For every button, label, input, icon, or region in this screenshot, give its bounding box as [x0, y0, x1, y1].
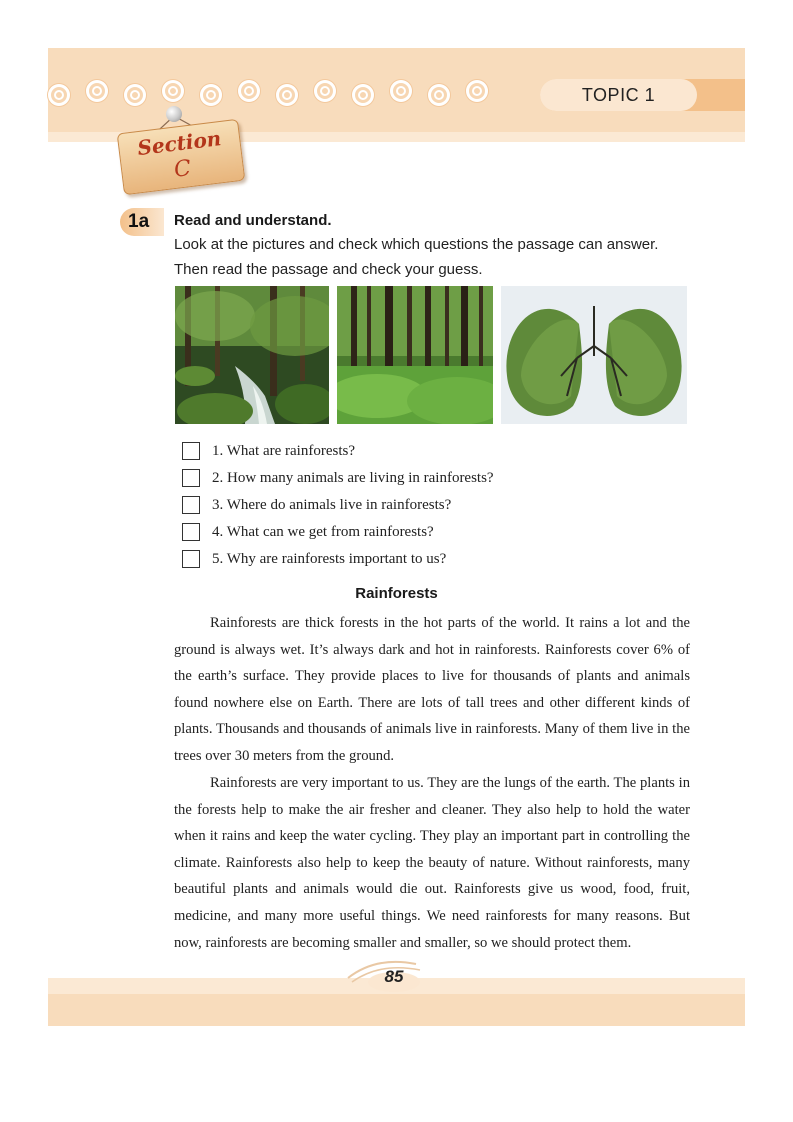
checkbox-1[interactable]	[182, 442, 200, 460]
question-item-4	[182, 521, 602, 543]
topic-pill	[540, 79, 745, 111]
instruction-line-2: Then read the passage and check your guess.	[174, 261, 483, 278]
question-item-3	[182, 494, 602, 516]
question-item-2	[182, 467, 602, 489]
section-letter: C	[172, 155, 193, 183]
question-text-2: 2. How many animals are living in rainforests?	[212, 469, 494, 486]
section-word: Section	[136, 126, 223, 161]
instruction-line-1: Look at the pictures and check which questions the passage can answer.	[174, 236, 659, 253]
question-text-3: 3. Where do animals live in rainforests?	[212, 496, 452, 513]
decorative-rings	[48, 78, 504, 112]
section-tag	[117, 119, 246, 195]
pin-icon	[166, 106, 182, 122]
task-title: Read and understand.	[174, 212, 332, 229]
checkbox-5[interactable]	[182, 550, 200, 568]
question-text-1: 1. What are rainforests?	[212, 442, 355, 459]
checkbox-2[interactable]	[182, 469, 200, 487]
topic-label: TOPIC 1	[540, 79, 697, 111]
question-item-5	[182, 548, 602, 570]
checkbox-4[interactable]	[182, 523, 200, 541]
page-number: 85	[384, 967, 404, 986]
task-badge: 1a	[120, 208, 164, 236]
passage-paragraph-2: Rainforests are very important to us. They are the lungs of the earth. The plants in the forests help to make the air fresher and cleaner. They also help to hold the water when it rains and keep the water cycling. They play an important part in controlling the climate. Rainforests also help to keep the beauty of nature. Without rainforests, many beautiful plants and animals would die out. Rainforests give us wood, food, fruit, medicine, and many more useful things. We need rainforests for many reasons. But now, rainforests are becoming smaller and smaller, so we should protect them.	[174, 775, 690, 951]
passage-title: Rainforests	[355, 585, 438, 602]
question-item-1	[182, 440, 602, 462]
forest-stream-photo	[175, 286, 329, 424]
question-text-5: 5. Why are rainforests important to us?	[212, 550, 447, 567]
textbook-page	[48, 48, 745, 1026]
tree-lungs-photo	[501, 286, 687, 424]
tall-trees-photo	[337, 286, 493, 424]
question-text-4: 4. What can we get from rainforests?	[212, 523, 434, 540]
passage-paragraph-1: Rainforests are thick forests in the hot parts of the world. It rains a lot and the ground is always wet. It’s always dark and hot in rainforests. Rainforests cover 6% of the earth’s surface. They provide places to live for thousands of plants and animals found nowhere else on Earth. There are lots of tall trees and other different kinds of plants. Thousands and thousands of animals live in rainforests. Many of them live in the trees over 30 meters from the ground.	[174, 615, 690, 764]
checkbox-3[interactable]	[182, 496, 200, 514]
